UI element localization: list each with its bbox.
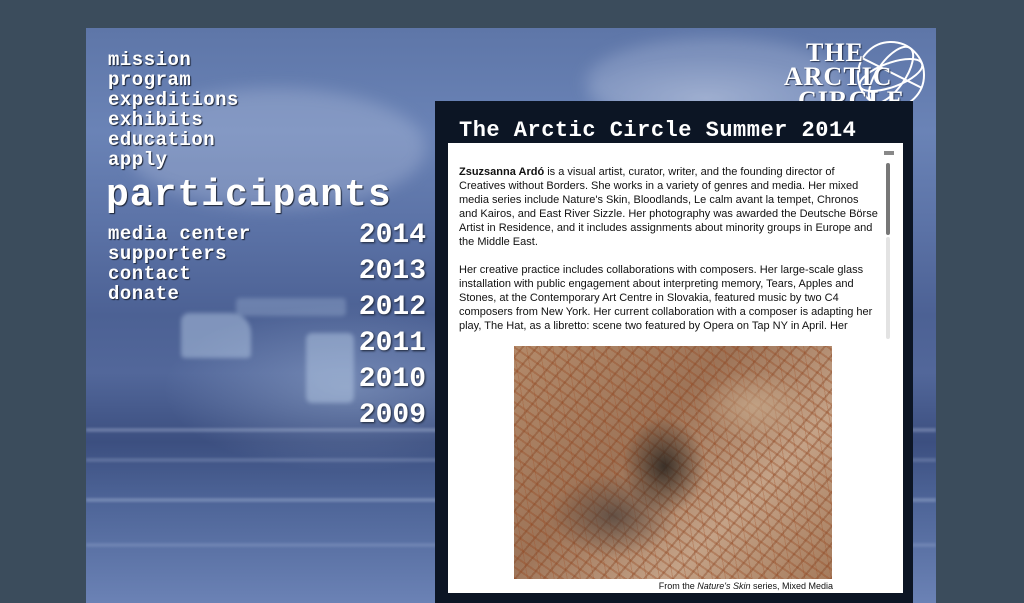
bio-paragraph-2: Her creative practice includes collaborations with composers. Her large-scale glass installation with public engagement about interpreting memory, Tears, Apples and Stones, at the Contemporary Art Centre in Slovakia, featured music by two C4 composers from New York. Her current collaboration with a composer is adapting her play, The Hat, as a libretto: scene two featured by Opera on Tap NY in April. Her [459,264,873,332]
background-photo [86,28,936,603]
bio-text-scroll-area[interactable] [459,165,879,333]
year-link-2014[interactable]: 2014 [358,220,426,251]
caption-prefix: From the [658,581,698,591]
main-nav [108,50,392,304]
panel-body [448,143,903,593]
bio-scrollbar[interactable] [884,151,894,339]
nav-exhibits[interactable]: exhibits [108,109,204,131]
logo-text-the: THE [806,38,864,67]
nav-participants-current[interactable]: participants [106,174,392,217]
bio-paragraph-1-text: is a visual artist, curator, writer, and the founding director of Creatives without Borders. She works in a variety of genres and media. Her mixed media series include Nature's Skin, Bloodlands, Le calm avant la tempet, Chronos and Kairos, and East River Sizzle. Her photography was awarded the Deutsche Börse Artist in Residence, and it includes assignments about minority groups in Europe and the Middle East. [459,166,878,248]
nav-media-center[interactable]: media center [108,223,251,245]
content-panel [435,101,913,603]
logo-text-arctic: ARCTIC [784,62,893,91]
nav-donate[interactable]: donate [108,283,180,305]
iceberg-decoration [181,313,251,358]
caption-series: Nature's Skin [697,581,751,591]
bio-paragraph-1 [459,165,879,249]
nav-education[interactable]: education [108,129,216,151]
year-link-2010[interactable]: 2010 [358,364,426,395]
nav-apply[interactable]: apply [108,149,168,171]
nav-contact[interactable]: contact [108,263,192,285]
year-link-2013[interactable]: 2013 [358,256,426,287]
iceberg-decoration [306,333,354,403]
nav-mission[interactable]: mission [108,49,192,71]
artist-name: Zsuzsanna Ardó [459,166,545,178]
artwork-image [514,346,832,579]
scrollbar-track[interactable] [886,237,890,339]
year-link-2009[interactable]: 2009 [358,400,426,431]
scrollbar-cap [884,151,894,155]
nav-program[interactable]: program [108,69,192,91]
year-link-2012[interactable]: 2012 [358,292,426,323]
artwork-caption [659,581,833,591]
caption-suffix: series, Mixed Media [750,581,833,591]
year-list [359,218,426,434]
year-link-2011[interactable]: 2011 [358,328,426,359]
nav-expeditions[interactable]: expeditions [108,89,239,111]
scrollbar-thumb[interactable] [886,163,890,235]
nav-supporters[interactable]: supporters [108,243,228,265]
panel-title: The Arctic Circle Summer 2014 [459,118,857,143]
